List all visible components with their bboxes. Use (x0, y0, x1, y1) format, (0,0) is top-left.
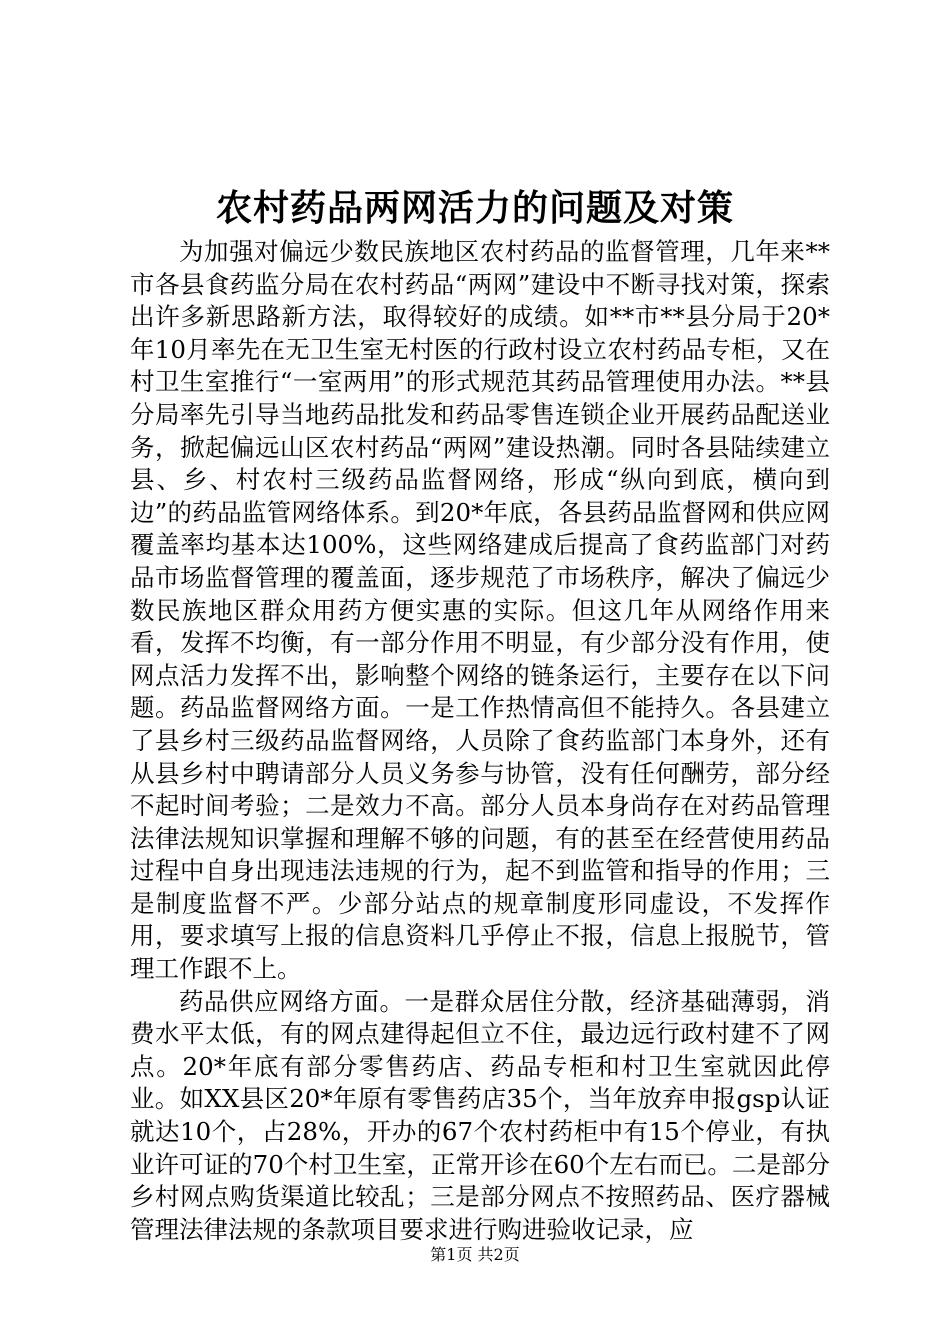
document-title: 农村药品两网活力的问题及对策 (215, 187, 734, 229)
page-number-footer: 第1页 共2页 (430, 1245, 520, 1264)
paragraph-supply-network: 药品供应网络方面。一是群众居住分散，经济基础薄弱，消费水平太低，有的网点建得起但立不住，最边远行政村建不了网点。20*年底有部分零售药店、药品专柜和村卫生室就因此停业。如XX县区20*年原有零售药店35个，当年放弃申报gsp认证就达10个，占28%，开办的67个农村药柜中有15个停业，有执业许可证的70个村卫生室，正常开诊在60个左右而已。二是部分乡村网点购货渠道比较乱；三是部分网点不按照药品、医疗器械管理法律法规的条款项目要求进行购进验收记录，应 (130, 986, 830, 1244)
paragraph-intro-and-supervision-network: 为加强对偏远少数民族地区农村药品的监督管理，几年来**市各县食药监分局在农村药品“两网”建设中不断寻找对策，探索出许多新思路新方法，取得较好的成绩。如**市**县分局于20*年10月率先在无卫生室无村医的行政村设立农村药品专柜，又在村卫生室推行“一室两用”的形式规范其药品管理使用办法。**县分局率先引导当地药品批发和药品零售连锁企业开展药品配送业务，掀起偏远山区农村药品“两网”建设热潮。同时各县陆续建立县、乡、村农村三级药品监督网络，形成“纵向到底，横向到边”的药品监管网络体系。到20*年底，各县药品监督网和供应网覆盖率均基本达100%，这些网络建成后提高了食药监部门对药品市场监督管理的覆盖面，逐步规范了市场秩序，解决了偏远少数民族地区群众用药方便实惠的实际。但这几年从网络作用来看，发挥不均衡，有一部分作用不明显，有少部分没有作用，使网点活力发挥不出，影响整个网络的链条运行，主要存在以下问题。药品监督网络方面。一是工作热情高但不能持久。各县建立了县乡村三级药品监督网络，人员除了食药监部门本身外，还有从县乡村中聘请部分人员义务参与协管，没有任何酬劳，部分经不起时间考验；二是效力不高。部分人员本身尚存在对药品管理法律法规知识掌握和理解不够的问题，有的甚至在经营使用药品过程中自身出现违法违规的行为，起不到监管和指导的作用；三是制度监督不严。少部分站点的规章制度形同虚设，不发挥作用，要求填写上报的信息资料几乎停止不报，信息上报脱节，管理工作跟不上。 (130, 237, 830, 984)
document-body (130, 236, 830, 1246)
